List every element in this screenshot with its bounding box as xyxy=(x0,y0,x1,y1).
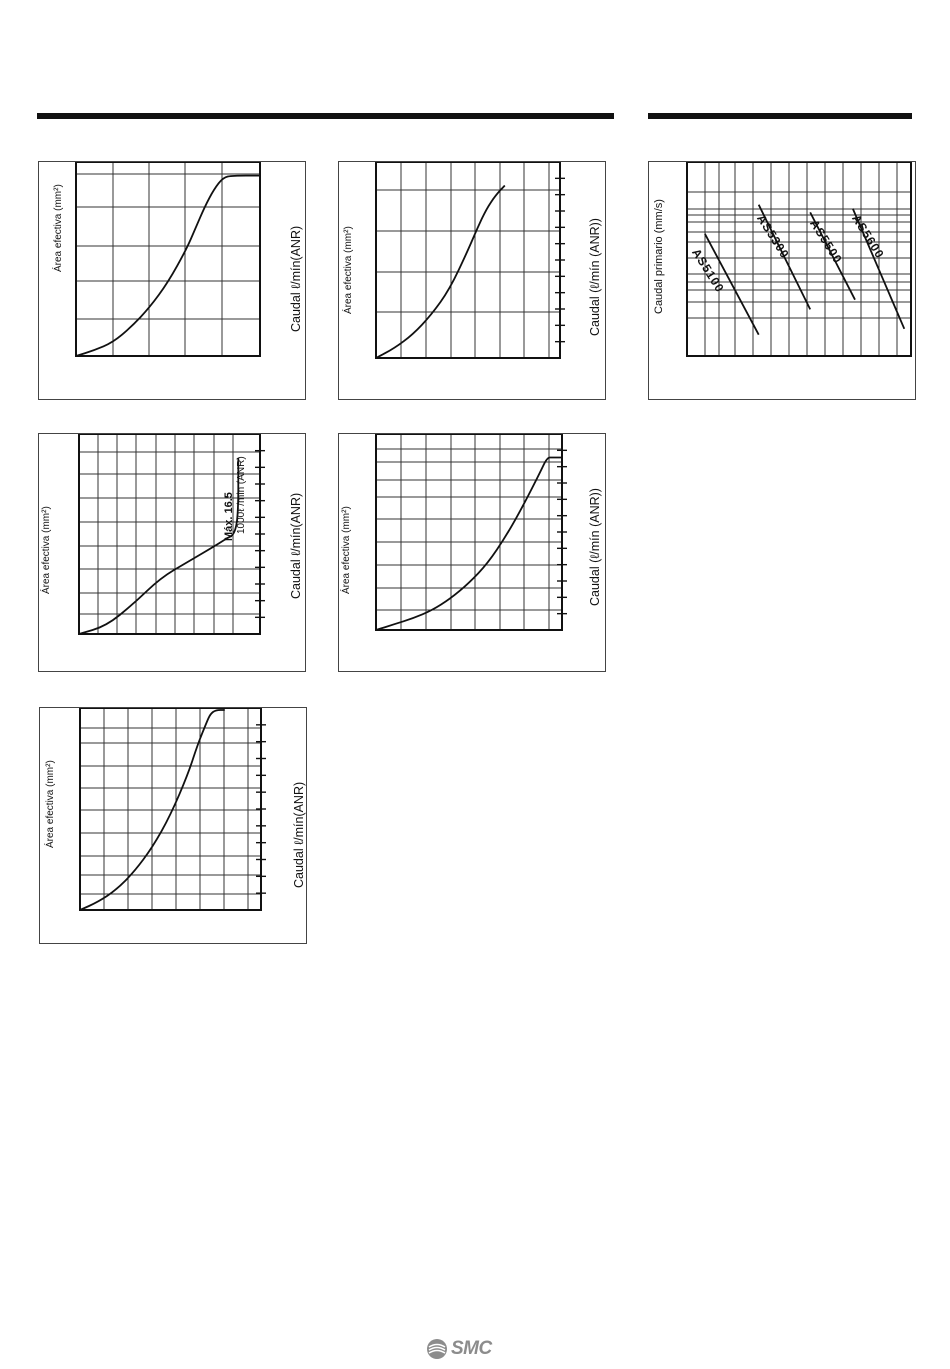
smc-swirl-icon xyxy=(426,1338,448,1360)
grid xyxy=(76,162,260,356)
chart-3-xlabel: Caudal ℓ/mín(ANR) xyxy=(289,492,303,599)
grid xyxy=(80,708,261,910)
chart-4-xlabel: Caudal (ℓ/mín (ANR)) xyxy=(588,488,602,606)
chart-panel-1 xyxy=(38,161,306,400)
section-rule-right xyxy=(648,113,912,119)
chart-panel-4 xyxy=(338,433,606,672)
chart-3-ylabel: Área efectiva (mm²) xyxy=(41,506,52,594)
chart-2 xyxy=(339,162,605,399)
series-label-as5600: AS5600 xyxy=(849,212,888,262)
chart-panel-3 xyxy=(38,433,306,672)
chart-6 xyxy=(649,162,915,399)
chart-2-xlabel: Caudal (ℓ/mín (ANR)) xyxy=(588,218,602,336)
grid xyxy=(376,434,562,630)
chart-3-annotation-flow: 1000ℓ /min (ANR) xyxy=(236,456,247,534)
plot-frame xyxy=(376,162,560,358)
chart-2-ylabel: Área efectiva (mm²) xyxy=(343,226,354,314)
grid xyxy=(376,162,560,358)
chart-5 xyxy=(40,708,306,943)
chart-5-ylabel: Área efectiva (mm²) xyxy=(45,760,56,848)
series-label-as5100: AS5100 xyxy=(689,246,728,296)
chart-1-ylabel: Área efectiva (mm²) xyxy=(53,184,64,272)
brand-name: SMC xyxy=(451,1338,492,1359)
chart-6-ylabel: Caudal primario (mm/s) xyxy=(653,199,665,314)
chart-1 xyxy=(39,162,305,399)
chart-5-xlabel: Caudal ℓ/mín(ANR) xyxy=(292,781,306,888)
series-line-1 xyxy=(376,458,562,631)
series-line-1 xyxy=(76,176,260,356)
chart-4 xyxy=(339,434,605,671)
chart-panel-6 xyxy=(648,161,916,400)
plot-frame xyxy=(376,434,562,630)
smc-logo xyxy=(426,1337,492,1361)
chart-panel-2 xyxy=(338,161,606,400)
section-rule-left xyxy=(37,113,614,119)
chart-1-xlabel: Caudal ℓ/mín(ANR) xyxy=(289,225,303,332)
plot-frame xyxy=(76,162,260,356)
series-label-as5500: AS5500 xyxy=(807,217,846,267)
chart-3-annotation-max: Máx. 16.5 xyxy=(223,492,235,541)
chart-panel-5 xyxy=(39,707,307,944)
chart-4-ylabel: Área efectiva (mm²) xyxy=(341,506,352,594)
plot-frame xyxy=(80,708,261,910)
chart-3 xyxy=(39,434,305,671)
series-label-as5300: AS5300 xyxy=(754,212,793,262)
